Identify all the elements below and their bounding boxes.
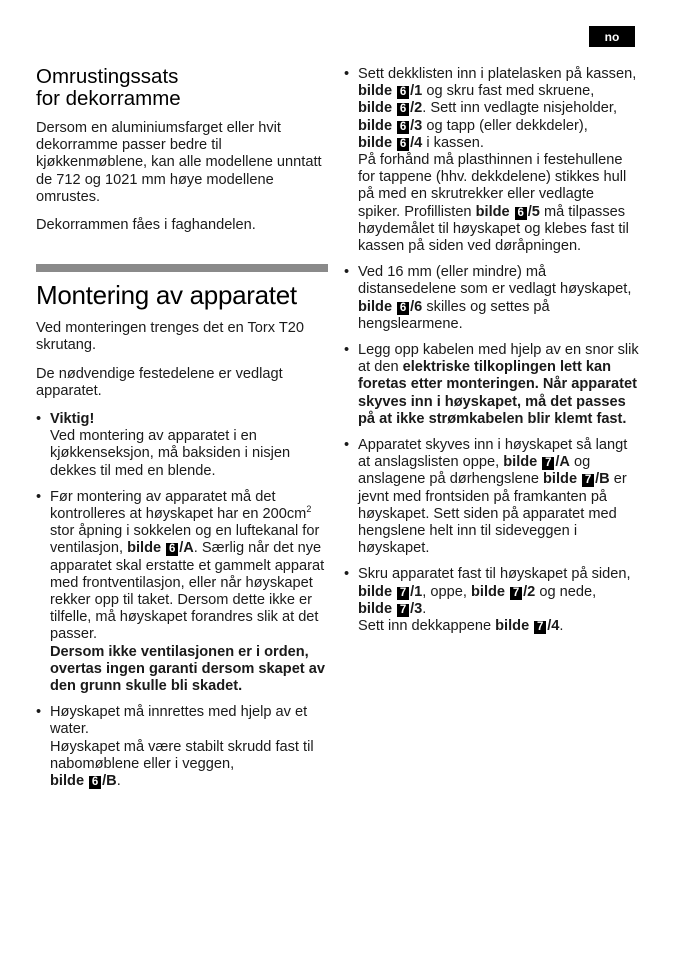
figure-number-badge: 7: [397, 587, 409, 600]
figure-number-badge: 6: [397, 138, 409, 151]
kit-paragraph: Dersom en aluminiumsfarget eller hvit dekorramme passer bedre til kjøkkenmøblene, kan alle modellene unntatt de 712 og 1021 mm høye modellene omrustes.: [36, 120, 322, 205]
figure-number-badge: 6: [397, 86, 409, 99]
figure-reference: bilde 6 /2: [358, 100, 423, 117]
figure-number-badge: 6: [397, 121, 409, 134]
cable-warning: elektriske tilkoplingen lett kan foretas etter monteringen. Når apparatet skyves inn i høyskapet, må det passes på at ikke strømkabelen blir klemt fast.: [358, 359, 637, 427]
important-text: Ved montering av apparatet i en kjøkkenseksjon, må baksiden i nisjen dekkes til med en blende.: [50, 428, 291, 479]
figure-reference: bilde 6 /A: [127, 540, 194, 557]
item-text: Apparatet skyves inn i høyskapet så langt at anslagslisten oppe,: [358, 437, 628, 471]
right-column: [344, 66, 640, 635]
language-tag: no: [589, 26, 635, 47]
item-text: Før montering av apparatet må det kontrolleres at høyskapet har en 200cm: [50, 488, 307, 523]
item-text: Sett inn dekkappene: [358, 618, 496, 635]
section-divider: [36, 264, 328, 272]
figure-number-badge: 7: [542, 457, 554, 470]
figure-number-badge: 6: [515, 207, 527, 220]
item-text: Ved 16 mm (eller mindre) må distansedelene som er vedlagt høyskapet,: [358, 264, 632, 298]
figure-number-badge: 6: [89, 776, 101, 789]
figure-reference: bilde 7 /2: [470, 583, 536, 600]
list-item: [344, 342, 640, 428]
list-item: • Ved 16 mm (eller mindre) må distansedelene som er vedlagt høyskapet, bilde 6 /6 skilles og settes på hengslearmene.: [344, 264, 640, 333]
warranty-warning: Dersom ikke ventilasjonen er i orden, overtas ingen garanti dersom skapet av den grunn skulle bli skadet.: [50, 643, 325, 695]
item-text: Legg opp kabelen med hjelp av en snor slik at den: [358, 342, 639, 376]
figure-number-badge: 6: [166, 543, 178, 556]
left-instruction-list: [36, 411, 328, 790]
figure-number-badge: 7: [397, 604, 409, 617]
figure-reference: bilde 7 /4: [495, 618, 560, 635]
left-column: [36, 66, 328, 790]
list-item: • Høyskapet må innrettes med hjelp av et water. Høyskapet må være stabilt skrudd fast til nabomøblene eller i veggen, bilde 6 /B.: [36, 704, 328, 790]
right-instruction-list: [344, 66, 640, 635]
figure-number-badge: 7: [510, 587, 522, 600]
kit-heading: Omrustingssats for dekorramme: [36, 65, 181, 110]
figure-reference: bilde 7 /3: [358, 600, 423, 617]
list-item: [36, 411, 328, 480]
item-text: På forhånd må plasthinnen i festehullene for tappene (hhv. dekkdelene) stikkes hull på med en skrutrekker eller vedlagte spiker. Profillisten: [358, 152, 627, 220]
figure-reference: bilde 7 /B: [543, 471, 610, 488]
figure-reference: bilde 6 /B: [50, 773, 117, 790]
section-title: Montering av apparatet: [36, 280, 297, 311]
kit-availability: Dekorrammen fåes i faghandelen.: [36, 217, 256, 234]
figure-reference: bilde 7 /A: [503, 454, 570, 471]
item-text: Skru apparatet fast til høyskapet på siden,: [358, 566, 631, 583]
item-text: Sett dekklisten inn i platelasken på kassen,: [358, 66, 637, 82]
important-label: Viktig!: [50, 411, 95, 428]
superscript: 2: [306, 504, 312, 515]
figure-reference: bilde 6 /5: [475, 203, 540, 220]
tool-paragraph: Ved monteringen trenges det en Torx T20 skrutang.: [36, 320, 305, 354]
item-text: Høyskapet må være stabilt skrudd fast til nabomøblene eller i veggen,: [50, 738, 314, 772]
list-item: • Apparatet skyves inn i høyskapet så langt at anslagslisten oppe, bilde 7 /A og anslagene på dørhengslene bilde 7 /B er jevnt med frontsiden på framkanten på høyskapet. Sett siden på apparatet med hengslene helt inn til sideveggen i høyskapet.: [344, 437, 640, 557]
parts-paragraph: De nødvendige festedelene er vedlagt apparatet.: [36, 365, 283, 399]
figure-reference: bilde 7 /1: [358, 583, 423, 600]
figure-number-badge: 7: [582, 474, 594, 487]
item-text: stor åpning i sokkelen og en luftekanal for ventilasjon,: [50, 523, 320, 557]
list-item: • Sett dekklisten inn i platelasken på kassen, bilde 6 /1 og skru fast med skruene, bilde 6 /2. Sett inn vedlagte nisjeholder, bilde 6 /3 og tapp (eller dekkdeler), bilde 6 /4 i kassen. På forhånd må plasthinnen i festehullene for tappene (hhv. dekkdelene) stikkes hull på med en skrutrekker eller vedlagte spiker. Profillisten bilde 6 /5 må tilpasses høydemålet til høyskapet og klebes fast til kassen på siden ved døråpningen.: [344, 66, 640, 255]
figure-number-badge: 6: [397, 302, 409, 315]
list-item: [36, 489, 328, 695]
figure-reference: bilde 6 /3: [358, 117, 423, 134]
item-text: Høyskapet må innrettes med hjelp av et water.: [50, 704, 308, 738]
figure-number-badge: 7: [534, 621, 546, 634]
figure-number-badge: 6: [397, 103, 409, 116]
figure-reference: bilde 6 /4: [358, 134, 423, 151]
list-item: • Skru apparatet fast til høyskapet på siden, bilde 7 /1, oppe, bilde 7 /2 og nede, bilde 7 /3. Sett inn dekkappene bilde 7 /4.: [344, 566, 640, 635]
figure-reference: bilde 6 /6: [358, 298, 423, 315]
figure-reference: bilde 6 /1: [358, 83, 423, 100]
item-text: . Særlig når det nye apparatet skal erstatte et gammelt apparat med frontventilasjon, eller når høyskapet rekker opp til taket. Dersom dette ikke er tilfelle, må høyskapet forandres slik at det passer.: [50, 540, 325, 643]
